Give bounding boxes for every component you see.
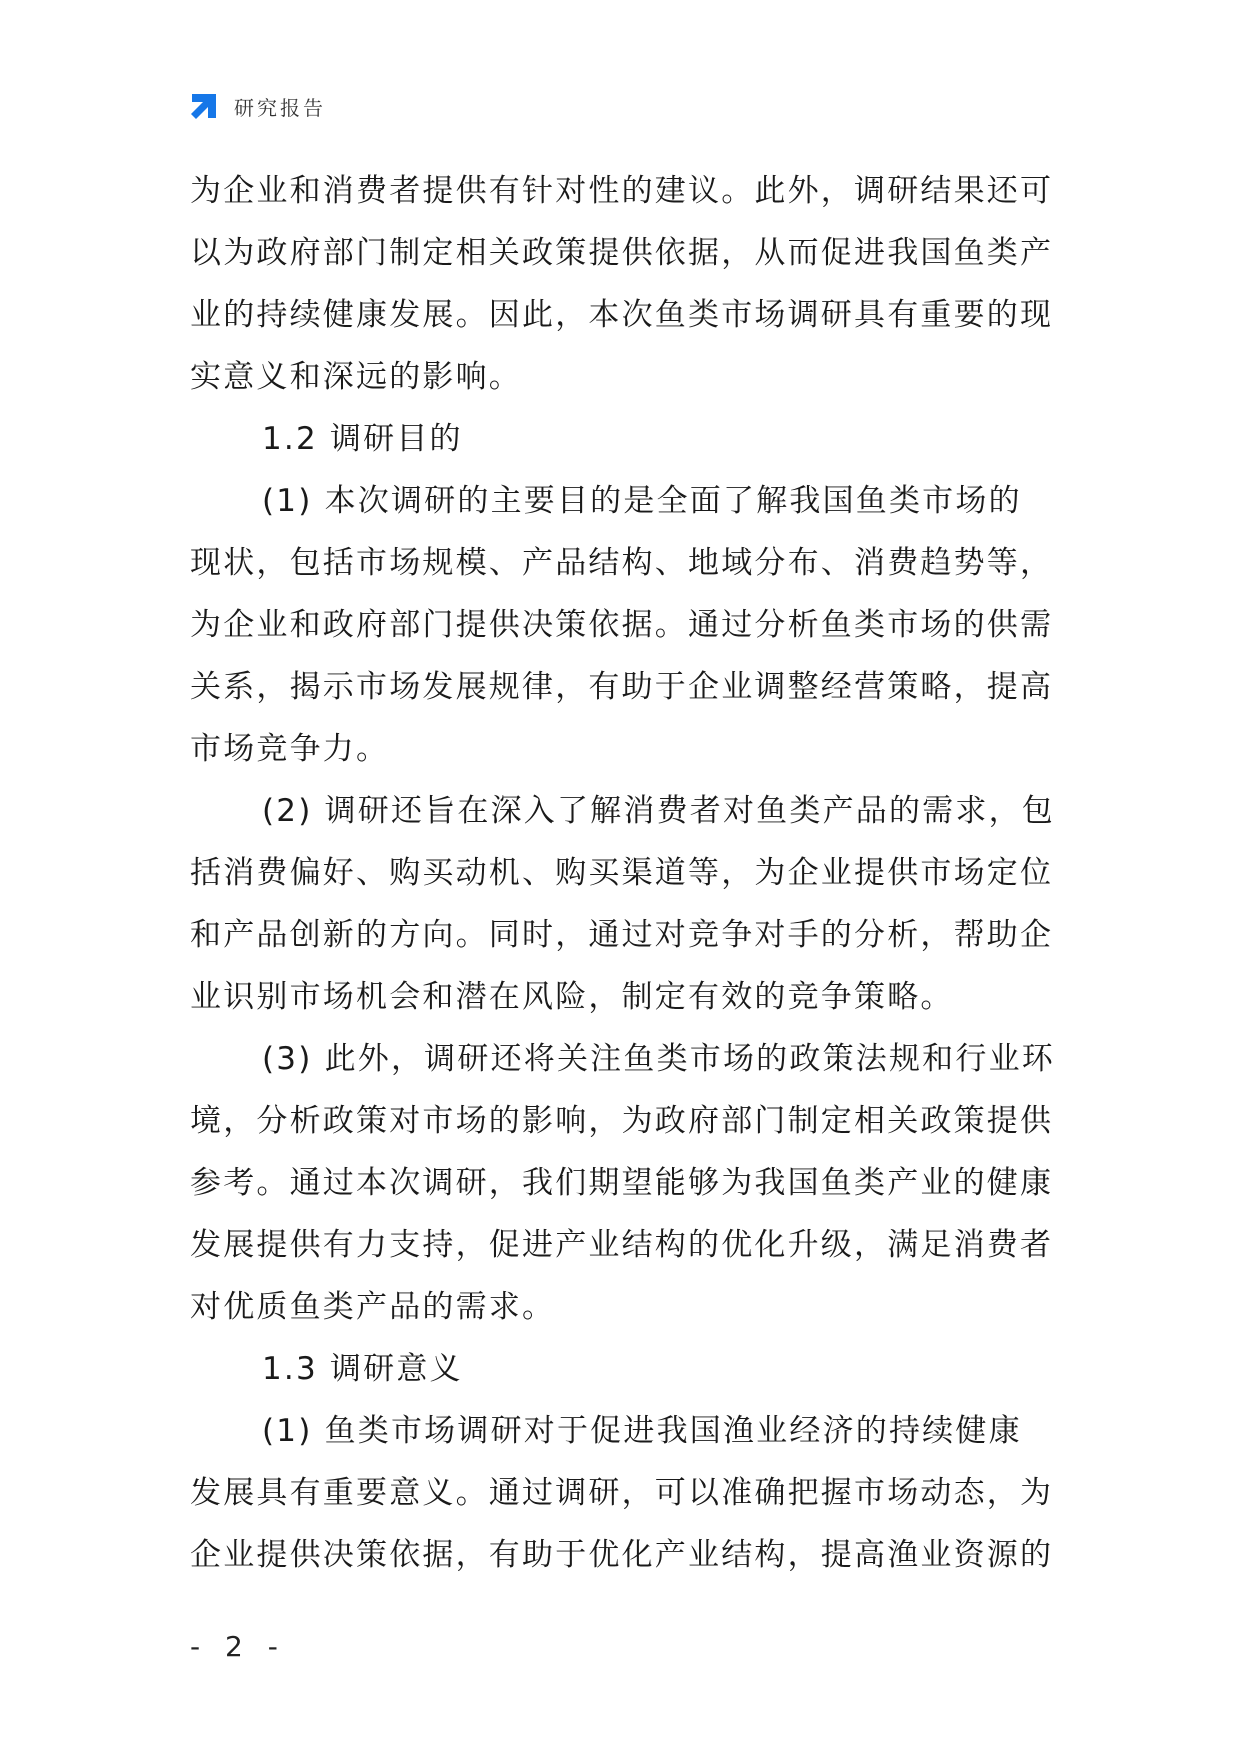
text-line: 1.2 调研目的 — [262, 421, 463, 457]
text-line: 和产品创新的方向。同时，通过对竞争对手的分析，帮助企 — [190, 917, 1054, 953]
text-line: 现状，包括市场规模、产品结构、地域分布、消费趋势等， — [190, 545, 1054, 581]
text-line: 为企业和消费者提供有针对性的建议。此外，调研结果还可 — [190, 173, 1054, 209]
text-line: 实意义和深远的影响。 — [190, 359, 522, 395]
text-line: 括消费偏好、购买动机、购买渠道等，为企业提供市场定位 — [190, 855, 1054, 891]
page-header — [188, 88, 326, 124]
text-line: 为企业和政府部门提供决策依据。通过分析鱼类市场的供需 — [190, 607, 1054, 643]
document-body — [190, 160, 1060, 1586]
text-line: (1) 本次调研的主要目的是全面了解我国鱼类市场的 — [262, 483, 1022, 519]
text-line: 业识别市场机会和潜在风险，制定有效的竞争策略。 — [190, 979, 954, 1015]
text-line: (2) 调研还旨在深入了解消费者对鱼类产品的需求，包 — [262, 793, 1055, 829]
text-line: 关系，揭示市场发展规律，有助于企业调整经营策略，提高 — [190, 669, 1054, 705]
text-line: 市场竞争力。 — [190, 731, 390, 767]
text-line: 业的持续健康发展。因此，本次鱼类市场调研具有重要的现 — [190, 297, 1054, 333]
text-line: (1) 鱼类市场调研对于促进我国渔业经济的持续健康 — [262, 1413, 1022, 1449]
text-line: 发展提供有力支持，促进产业结构的优化升级，满足消费者 — [190, 1227, 1054, 1263]
text-line: 以为政府部门制定相关政策提供依据，从而促进我国鱼类产 — [190, 235, 1054, 271]
text-line: 境，分析政策对市场的影响，为政府部门制定相关政策提供 — [190, 1103, 1054, 1139]
text-line: 企业提供决策依据，有助于优化产业结构，提高渔业资源的 — [190, 1537, 1054, 1573]
text-line: (3) 此外，调研还将关注鱼类市场的政策法规和行业环 — [262, 1041, 1055, 1077]
text-line: 发展具有重要意义。通过调研，可以准确把握市场动态，为 — [190, 1475, 1054, 1511]
header-title: 研究报告 — [234, 95, 326, 120]
text-line: 对优质鱼类产品的需求。 — [190, 1289, 556, 1325]
page-number: - 2 - — [190, 1630, 286, 1663]
text-line: 1.3 调研意义 — [262, 1351, 463, 1387]
text-line: 参考。通过本次调研，我们期望能够为我国鱼类产业的健康 — [190, 1165, 1054, 1201]
arrow-up-right-icon — [188, 90, 220, 122]
